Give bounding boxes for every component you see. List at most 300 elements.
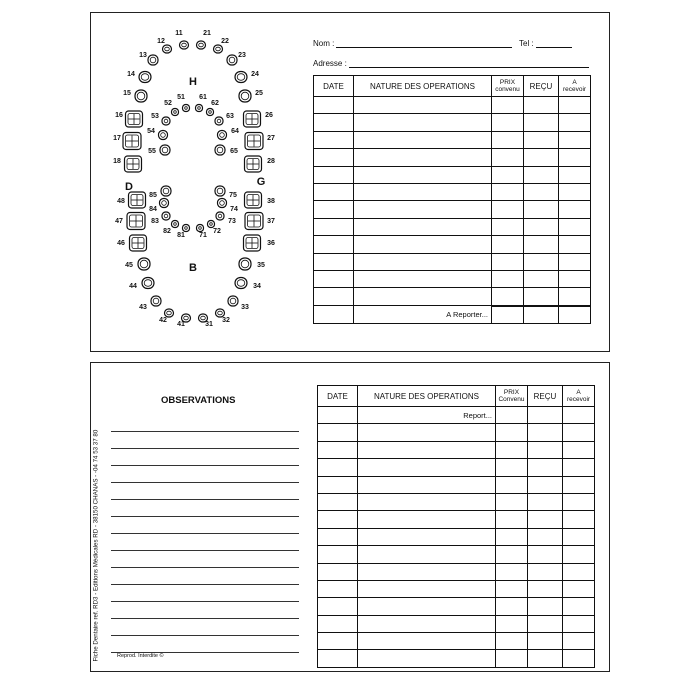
tooth-number: 62: [211, 100, 219, 107]
tooth[interactable]: [139, 296, 161, 311]
table-cell[interactable]: [524, 183, 559, 200]
tooth[interactable]: [227, 52, 246, 65]
table-cell[interactable]: [563, 598, 595, 615]
table-cell[interactable]: [496, 598, 528, 615]
table-cell[interactable]: [492, 288, 524, 306]
table-row: [314, 166, 591, 183]
table-row: [314, 236, 591, 253]
table-cell[interactable]: [354, 131, 492, 148]
col-a-line1: A: [576, 389, 581, 396]
table-cell[interactable]: [559, 149, 591, 166]
table-row: [318, 563, 595, 580]
tooth[interactable]: [151, 113, 170, 125]
table-cell[interactable]: [528, 441, 563, 458]
table-cell[interactable]: [524, 166, 559, 183]
tooth-number: 37: [267, 218, 275, 225]
tooth-number: 42: [159, 317, 167, 324]
table-row: [314, 131, 591, 148]
tooth[interactable]: [218, 128, 239, 140]
table-cell[interactable]: [318, 476, 358, 493]
table-cell[interactable]: [318, 598, 358, 615]
observation-line[interactable]: [111, 635, 299, 636]
col-nature: NATURE DES OPERATIONS: [358, 386, 496, 407]
table-cell[interactable]: [496, 615, 528, 632]
table-cell[interactable]: [524, 270, 559, 287]
table-cell[interactable]: [492, 218, 524, 235]
tooth[interactable]: [149, 186, 171, 199]
table-cell[interactable]: [524, 236, 559, 253]
table-cell[interactable]: [358, 476, 496, 493]
table-cell[interactable]: [354, 253, 492, 270]
table-cell[interactable]: [524, 114, 559, 131]
tooth[interactable]: [125, 258, 150, 270]
table-cell[interactable]: [318, 407, 358, 424]
table-cell[interactable]: [496, 441, 528, 458]
tooth-number: 55: [148, 148, 156, 155]
table-cell[interactable]: [524, 218, 559, 235]
table-cell[interactable]: [314, 218, 354, 235]
tooth-number: 31: [205, 321, 213, 328]
tooth-number: 85: [149, 192, 157, 199]
tooth-number: 16: [115, 112, 123, 119]
tooth-number: 44: [129, 283, 137, 290]
table-cell[interactable]: [358, 441, 496, 458]
table-cell[interactable]: [563, 546, 595, 563]
table-cell[interactable]: [492, 166, 524, 183]
col-recu: REÇU: [528, 386, 563, 407]
tooth[interactable]: [147, 128, 167, 140]
table-cell[interactable]: [318, 580, 358, 597]
table-cell[interactable]: [524, 288, 559, 306]
observation-line[interactable]: [111, 618, 299, 619]
table-row: [318, 407, 595, 424]
adresse-label: Adresse :: [313, 59, 347, 68]
table-row: [318, 493, 595, 510]
quadrant-letter-right: D: [125, 181, 133, 193]
table-cell[interactable]: [314, 183, 354, 200]
table-cell[interactable]: [559, 183, 591, 200]
tooth[interactable]: [208, 221, 221, 236]
table-cell[interactable]: [354, 149, 492, 166]
table-cell[interactable]: [318, 633, 358, 650]
table-row: [314, 288, 591, 306]
table-row: [318, 598, 595, 615]
observation-line[interactable]: [111, 516, 299, 517]
table-cell[interactable]: [358, 563, 496, 580]
tooth-number: 11: [175, 30, 183, 37]
adresse-line: [349, 59, 589, 68]
table-cell[interactable]: [528, 615, 563, 632]
table-cell[interactable]: [496, 476, 528, 493]
tooth-number: 15: [123, 90, 131, 97]
tooth[interactable]: [117, 235, 146, 251]
table-cell[interactable]: [354, 97, 492, 114]
observation-line[interactable]: [111, 499, 299, 500]
table-cell[interactable]: [318, 424, 358, 441]
table-cell[interactable]: [559, 236, 591, 253]
tooth[interactable]: [177, 314, 190, 328]
table-cell[interactable]: [496, 424, 528, 441]
tooth[interactable]: [245, 133, 275, 150]
tooth[interactable]: [127, 71, 151, 83]
tooth-number: 52: [164, 100, 172, 107]
table-cell[interactable]: [528, 424, 563, 441]
table-row: [318, 528, 595, 545]
col-date: DATE: [314, 76, 354, 97]
table-row: [314, 97, 591, 114]
table-cell[interactable]: [563, 633, 595, 650]
tooth-number: 28: [267, 158, 275, 165]
tooth-number: 24: [251, 71, 259, 78]
table-cell[interactable]: [559, 270, 591, 287]
table-cell[interactable]: [496, 459, 528, 476]
tooth-number: 54: [147, 128, 155, 135]
tooth-number: 61: [199, 94, 207, 101]
tooth-number: 14: [127, 71, 135, 78]
table-cell[interactable]: [563, 493, 595, 510]
tooth[interactable]: [157, 38, 171, 53]
tooth[interactable]: [149, 199, 168, 214]
table-cell[interactable]: [358, 459, 496, 476]
nom-field[interactable]: [313, 39, 512, 48]
tooth-number: 27: [267, 135, 275, 142]
table-cell[interactable]: [492, 114, 524, 131]
tooth[interactable]: [175, 30, 188, 49]
tooth-number: 26: [265, 112, 273, 119]
nom-label: Nom :: [313, 39, 335, 48]
table-cell[interactable]: [354, 201, 492, 218]
tooth[interactable]: [159, 309, 173, 324]
table-cell[interactable]: [354, 166, 492, 183]
tooth[interactable]: [196, 94, 207, 112]
nom-line: [336, 39, 512, 48]
tooth[interactable]: [207, 100, 219, 116]
table-cell[interactable]: [563, 528, 595, 545]
tooth[interactable]: [244, 235, 275, 251]
table-cell[interactable]: [358, 633, 496, 650]
table-cell[interactable]: [528, 459, 563, 476]
table-cell[interactable]: [559, 131, 591, 148]
table-cell[interactable]: [559, 218, 591, 235]
tooth[interactable]: [113, 133, 141, 150]
table-cell[interactable]: [524, 131, 559, 148]
table-cell[interactable]: [318, 563, 358, 580]
operations-table-back: [317, 385, 595, 668]
tooth-number: 35: [257, 262, 265, 269]
col-a-recevoir: [559, 76, 591, 97]
table-cell[interactable]: [528, 650, 563, 667]
table-cell[interactable]: [358, 650, 496, 667]
observation-line[interactable]: [111, 533, 299, 534]
table-cell[interactable]: [318, 650, 358, 667]
tooth[interactable]: [148, 145, 170, 155]
table-cell[interactable]: [492, 201, 524, 218]
table-cell[interactable]: [559, 201, 591, 218]
tooth[interactable]: [215, 145, 238, 155]
tel-label: Tel :: [519, 39, 534, 48]
table-cell[interactable]: [559, 253, 591, 270]
tooth-number: 83: [151, 218, 159, 225]
col-recu: REÇU: [524, 76, 559, 97]
tooth-number: 82: [163, 228, 171, 235]
table-cell[interactable]: [496, 633, 528, 650]
tooth-number: 84: [149, 206, 157, 213]
table-cell[interactable]: [559, 97, 591, 114]
tooth-number: 38: [267, 198, 275, 205]
tooth-number: 17: [113, 135, 121, 142]
tooth-number: 65: [230, 148, 238, 155]
table-cell[interactable]: [563, 563, 595, 580]
tooth-number: 75: [229, 192, 237, 199]
tooth-number: 74: [230, 206, 238, 213]
tooth[interactable]: [245, 213, 275, 230]
table-cell[interactable]: [492, 253, 524, 270]
table-row: [314, 306, 591, 324]
table-cell[interactable]: [318, 441, 358, 458]
tooth[interactable]: [244, 111, 273, 127]
table-cell[interactable]: [528, 476, 563, 493]
table-cell[interactable]: [559, 166, 591, 183]
table-cell[interactable]: [358, 546, 496, 563]
table-row: [314, 270, 591, 287]
tooth-number: 81: [177, 232, 185, 239]
tooth[interactable]: [214, 38, 229, 53]
col-prix-line2: Convenu: [498, 396, 525, 403]
table-cell[interactable]: [496, 546, 528, 563]
col-nature: NATURE DES OPERATIONS: [354, 76, 492, 97]
report-label: Report...: [358, 407, 496, 424]
table-cell[interactable]: [563, 424, 595, 441]
table-cell[interactable]: [528, 528, 563, 545]
observation-line[interactable]: [111, 465, 299, 466]
observation-line[interactable]: [111, 550, 299, 551]
table-row: [318, 441, 595, 458]
table-cell[interactable]: [358, 580, 496, 597]
observation-line[interactable]: [111, 567, 299, 568]
table-row: [318, 580, 595, 597]
tooth-number: 45: [125, 262, 133, 269]
observation-line[interactable]: [111, 431, 299, 432]
table-cell[interactable]: [358, 528, 496, 545]
tooth[interactable]: [239, 90, 263, 102]
table-cell[interactable]: [496, 511, 528, 528]
tooth-number: 41: [177, 321, 185, 328]
table-cell[interactable]: [314, 166, 354, 183]
table-cell[interactable]: [496, 580, 528, 597]
tooth[interactable]: [115, 213, 145, 230]
table-cell[interactable]: [496, 650, 528, 667]
table-cell[interactable]: [563, 580, 595, 597]
table-cell[interactable]: [528, 563, 563, 580]
col-prix: [492, 76, 524, 97]
table-cell[interactable]: [358, 615, 496, 632]
table-row: [318, 476, 595, 493]
tooth-number: 63: [226, 113, 234, 120]
table-cell[interactable]: [492, 97, 524, 114]
table-cell[interactable]: [528, 580, 563, 597]
tooth-number: 36: [267, 240, 275, 247]
tooth[interactable]: [239, 258, 265, 270]
tel-line: [536, 39, 572, 48]
table-cell[interactable]: [318, 459, 358, 476]
table-cell[interactable]: [358, 511, 496, 528]
table-cell[interactable]: [524, 149, 559, 166]
col-date: DATE: [318, 386, 358, 407]
table-cell[interactable]: [563, 441, 595, 458]
table-cell[interactable]: [492, 149, 524, 166]
tooth[interactable]: [215, 186, 237, 199]
tooth[interactable]: [129, 278, 154, 291]
tooth-number: 21: [203, 30, 211, 37]
table-cell[interactable]: [496, 563, 528, 580]
table-cell[interactable]: [318, 493, 358, 510]
table-cell[interactable]: [528, 493, 563, 510]
tooth[interactable]: [235, 71, 259, 83]
table-cell[interactable]: [563, 476, 595, 493]
tooth-number: 51: [177, 94, 185, 101]
table-cell[interactable]: [528, 546, 563, 563]
table-row: [318, 615, 595, 632]
tooth[interactable]: [245, 156, 275, 172]
table-cell[interactable]: [528, 407, 563, 424]
table-cell[interactable]: [563, 407, 595, 424]
table-cell[interactable]: [563, 459, 595, 476]
table-cell[interactable]: [492, 236, 524, 253]
table-cell[interactable]: [314, 253, 354, 270]
tooth-number: 18: [113, 158, 121, 165]
col-a-line1: A: [572, 79, 577, 86]
table-cell[interactable]: [528, 511, 563, 528]
table-cell[interactable]: [492, 270, 524, 287]
table-cell[interactable]: [314, 114, 354, 131]
operations-table: [313, 75, 591, 324]
quadrant-letter-lower: B: [189, 262, 197, 274]
table-cell[interactable]: [563, 615, 595, 632]
table-cell[interactable]: [314, 149, 354, 166]
table-cell[interactable]: [354, 183, 492, 200]
tooth[interactable]: [218, 199, 238, 214]
table-cell[interactable]: [318, 615, 358, 632]
tooth[interactable]: [139, 52, 158, 65]
tooth[interactable]: [115, 111, 142, 127]
tooth[interactable]: [235, 278, 261, 291]
table-cell[interactable]: [496, 407, 528, 424]
tooth[interactable]: [228, 296, 249, 311]
table-cell[interactable]: [354, 114, 492, 131]
observation-line[interactable]: [111, 448, 299, 449]
tooth[interactable]: [199, 314, 213, 328]
tel-field[interactable]: [519, 39, 572, 48]
table-cell[interactable]: [358, 598, 496, 615]
table-cell[interactable]: [314, 97, 354, 114]
tooth-number: 43: [139, 304, 147, 311]
tooth[interactable]: [177, 225, 189, 240]
table-cell[interactable]: [318, 546, 358, 563]
col-prix-line1: PRIX: [503, 389, 520, 396]
tooth[interactable]: [245, 192, 275, 208]
table-cell[interactable]: [528, 633, 563, 650]
tooth-number: 12: [157, 38, 165, 45]
tooth-number: 33: [241, 304, 249, 311]
tooth[interactable]: [215, 113, 234, 125]
table-cell[interactable]: [496, 493, 528, 510]
tooth[interactable]: [197, 225, 207, 240]
table-cell[interactable]: [496, 528, 528, 545]
col-a-line2: recevoir: [562, 86, 587, 93]
observation-line[interactable]: [111, 584, 299, 585]
col-prix-line1: PRIX: [499, 79, 516, 86]
table-cell[interactable]: [318, 528, 358, 545]
table-cell[interactable]: [354, 288, 492, 306]
tooth-number: 13: [139, 52, 147, 59]
table-cell[interactable]: [358, 493, 496, 510]
table-cell[interactable]: [559, 288, 591, 306]
tooth[interactable]: [177, 94, 189, 112]
table-cell[interactable]: [559, 114, 591, 131]
table-cell[interactable]: [524, 306, 559, 324]
observation-line[interactable]: [111, 482, 299, 483]
tooth[interactable]: [197, 30, 211, 49]
table-cell[interactable]: [492, 131, 524, 148]
table-cell[interactable]: [528, 598, 563, 615]
table-cell[interactable]: [524, 201, 559, 218]
observation-line[interactable]: [111, 601, 299, 602]
tooth[interactable]: [113, 156, 141, 172]
col-prix-line2: convenu: [495, 86, 520, 93]
table-row: [318, 511, 595, 528]
table-row: [314, 183, 591, 200]
tooth-number: 64: [231, 128, 239, 135]
tooth[interactable]: [123, 90, 147, 102]
tooth-number: 34: [253, 283, 261, 290]
table-cell[interactable]: [314, 131, 354, 148]
tooth-number: 32: [222, 317, 230, 324]
adresse-field[interactable]: [313, 59, 589, 68]
table-cell[interactable]: [358, 424, 496, 441]
tooth[interactable]: [216, 212, 236, 225]
tooth[interactable]: [117, 192, 145, 208]
tooth[interactable]: [164, 100, 178, 116]
col-a-line2: recevoir: [566, 396, 591, 403]
tooth[interactable]: [216, 309, 230, 324]
table-row: [318, 459, 595, 476]
table-cell[interactable]: [314, 201, 354, 218]
table-cell[interactable]: [524, 253, 559, 270]
table-row: [314, 149, 591, 166]
table-cell[interactable]: [492, 306, 524, 324]
col-a-recevoir: [563, 386, 595, 407]
tooth-number: 22: [221, 38, 229, 45]
reprod-notice: Reprod. Interdite ©: [117, 653, 164, 659]
table-cell[interactable]: [314, 306, 354, 324]
table-cell[interactable]: [314, 288, 354, 306]
tooth-number: 72: [213, 228, 221, 235]
table-cell[interactable]: [559, 306, 591, 324]
table-row: [314, 114, 591, 131]
table-cell[interactable]: [314, 270, 354, 287]
table-cell[interactable]: [354, 218, 492, 235]
table-cell[interactable]: [563, 511, 595, 528]
table-cell[interactable]: [492, 183, 524, 200]
table-cell[interactable]: [563, 650, 595, 667]
table-cell[interactable]: [318, 511, 358, 528]
table-cell[interactable]: [354, 270, 492, 287]
table-cell[interactable]: [354, 236, 492, 253]
tooth[interactable]: [151, 212, 170, 225]
table-cell[interactable]: [314, 236, 354, 253]
col-prix: [496, 386, 528, 407]
table-cell[interactable]: [524, 97, 559, 114]
